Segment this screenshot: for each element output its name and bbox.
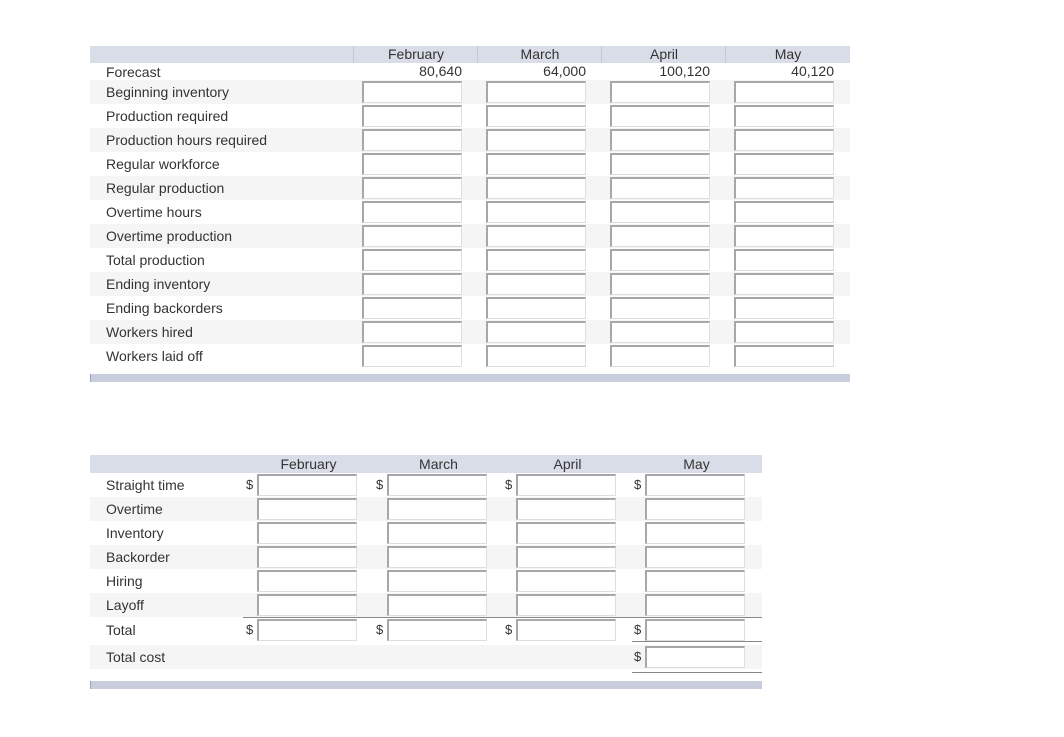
row-label: Workers hired: [106, 324, 193, 340]
input-may[interactable]: [734, 249, 834, 271]
forecast-label: Forecast: [106, 64, 161, 80]
input-may[interactable]: [734, 297, 834, 319]
forecast-march: 64,000: [543, 63, 586, 79]
input-may[interactable]: [734, 153, 834, 175]
input-february[interactable]: [257, 522, 357, 544]
input-march[interactable]: [387, 546, 487, 568]
input-february[interactable]: [362, 201, 462, 223]
input-april[interactable]: [610, 225, 710, 247]
production-plan-table: [90, 46, 850, 382]
total-cost-bottom-line: [632, 672, 762, 673]
input-march[interactable]: [486, 225, 586, 247]
table-row: [90, 248, 850, 272]
table-row-total-cost: [90, 645, 762, 669]
input-april[interactable]: [610, 129, 710, 151]
column-header-february: February: [280, 456, 337, 472]
forecast-february: 80,640: [419, 63, 462, 79]
column-header-march: March: [419, 456, 458, 472]
table-row: [90, 152, 850, 176]
input-march[interactable]: [387, 474, 487, 496]
cost-table: [90, 455, 762, 689]
table-row-inventory: [90, 521, 762, 545]
input-may[interactable]: [645, 546, 745, 568]
input-april[interactable]: [516, 570, 616, 592]
input-april[interactable]: [610, 177, 710, 199]
input-may[interactable]: [734, 177, 834, 199]
input-march[interactable]: [486, 297, 586, 319]
currency-symbol: $: [505, 477, 513, 492]
input-february[interactable]: [257, 619, 357, 641]
input-february[interactable]: [257, 546, 357, 568]
input-april[interactable]: [610, 153, 710, 175]
input-march[interactable]: [387, 522, 487, 544]
input-february[interactable]: [362, 177, 462, 199]
input-february[interactable]: [362, 129, 462, 151]
row-label: Workers laid off: [106, 348, 203, 364]
input-april[interactable]: [610, 345, 710, 367]
input-february[interactable]: [257, 474, 357, 496]
input-march[interactable]: [486, 321, 586, 343]
input-march[interactable]: [387, 498, 487, 520]
input-april[interactable]: [610, 249, 710, 271]
table-header-left: [90, 455, 243, 473]
table-row: [90, 320, 850, 344]
input-april[interactable]: [610, 273, 710, 295]
input-february[interactable]: [362, 153, 462, 175]
row-label: Straight time: [106, 477, 185, 493]
input-may[interactable]: [645, 498, 745, 520]
input-march[interactable]: [486, 345, 586, 367]
currency-symbol: $: [376, 622, 384, 637]
table-row: [90, 176, 850, 200]
input-march[interactable]: [486, 177, 586, 199]
input-may[interactable]: [645, 619, 745, 641]
input-march[interactable]: [486, 105, 586, 127]
table-row: [90, 296, 850, 320]
table-row-hiring: [90, 569, 762, 593]
input-april[interactable]: [516, 498, 616, 520]
column-header-may: May: [774, 46, 802, 62]
input-may[interactable]: [645, 646, 745, 668]
currency-symbol: $: [634, 649, 642, 664]
row-label: Regular workforce: [106, 156, 220, 172]
currency-symbol: $: [634, 622, 642, 637]
input-march[interactable]: [486, 201, 586, 223]
input-march[interactable]: [486, 273, 586, 295]
currency-symbol: $: [376, 477, 384, 492]
table-row: [90, 224, 850, 248]
row-label: Hiring: [106, 573, 143, 589]
input-march[interactable]: [387, 594, 487, 616]
row-label: Overtime: [106, 501, 163, 517]
input-may[interactable]: [734, 81, 834, 103]
input-may[interactable]: [645, 570, 745, 592]
column-header-march: March: [520, 46, 560, 62]
input-march[interactable]: [387, 570, 487, 592]
currency-symbol: $: [505, 622, 513, 637]
row-label: Total production: [106, 252, 205, 268]
row-label: Total cost: [106, 649, 166, 665]
input-february[interactable]: [362, 297, 462, 319]
column-header-april: April: [553, 456, 582, 472]
row-label: Layoff: [106, 597, 144, 613]
input-april[interactable]: [610, 81, 710, 103]
input-april[interactable]: [516, 619, 616, 641]
input-february[interactable]: [257, 570, 357, 592]
table-row-layoff: [90, 593, 762, 617]
input-april[interactable]: [610, 105, 710, 127]
row-label: Beginning inventory: [106, 84, 229, 100]
input-may[interactable]: [645, 594, 745, 616]
input-may[interactable]: [734, 129, 834, 151]
input-april[interactable]: [610, 201, 710, 223]
input-march[interactable]: [486, 81, 586, 103]
input-may[interactable]: [734, 105, 834, 127]
input-april[interactable]: [610, 321, 710, 343]
input-march[interactable]: [486, 249, 586, 271]
currency-symbol: $: [246, 622, 254, 637]
input-march[interactable]: [486, 129, 586, 151]
table-row: [90, 200, 850, 224]
column-header-february: February: [387, 46, 445, 62]
table-row-backorder: [90, 545, 762, 569]
input-february[interactable]: [362, 225, 462, 247]
input-may[interactable]: [645, 474, 745, 496]
input-may[interactable]: [734, 201, 834, 223]
table-row: [90, 128, 850, 152]
currency-symbol: $: [634, 477, 642, 492]
input-may[interactable]: [734, 225, 834, 247]
row-label: Overtime production: [106, 228, 233, 244]
input-february[interactable]: [257, 498, 357, 520]
input-may[interactable]: [734, 273, 834, 295]
input-may[interactable]: [734, 345, 834, 367]
table-row: [90, 272, 850, 296]
input-march[interactable]: [387, 619, 487, 641]
input-may[interactable]: [645, 522, 745, 544]
input-april[interactable]: [516, 546, 616, 568]
row-label: Overtime hours: [106, 204, 202, 220]
row-label: Production required: [106, 108, 229, 124]
total-cost-top-line: [632, 641, 762, 642]
table-row-straight-time: [90, 473, 762, 497]
row-label: Total: [106, 622, 136, 638]
input-february[interactable]: [257, 594, 357, 616]
table-footer-bar: [90, 681, 762, 689]
table-row-total: [90, 618, 762, 642]
table-row: [90, 80, 850, 104]
row-label: Regular production: [106, 180, 225, 196]
row-label: Inventory: [106, 525, 164, 541]
input-february[interactable]: [362, 273, 462, 295]
row-label: Ending inventory: [106, 276, 211, 292]
table-row: [90, 104, 850, 128]
input-may[interactable]: [734, 321, 834, 343]
input-march[interactable]: [486, 153, 586, 175]
table-row-overtime: [90, 497, 762, 521]
column-header-april: April: [649, 46, 678, 62]
column-header-may: May: [683, 456, 710, 472]
table-footer-bar: [90, 374, 850, 382]
input-february[interactable]: [362, 105, 462, 127]
input-february[interactable]: [362, 321, 462, 343]
forecast-april: 100,120: [659, 63, 710, 79]
row-label: Ending backorders: [106, 300, 223, 316]
input-february[interactable]: [362, 249, 462, 271]
input-february[interactable]: [362, 81, 462, 103]
total-separator-line: [243, 617, 762, 618]
row-label: Production hours required: [106, 132, 268, 148]
input-april[interactable]: [610, 297, 710, 319]
input-february[interactable]: [362, 345, 462, 367]
forecast-may: 40,120: [791, 63, 834, 79]
input-april[interactable]: [516, 594, 616, 616]
table-row: [90, 344, 850, 368]
row-label: Backorder: [106, 549, 170, 565]
input-april[interactable]: [516, 522, 616, 544]
currency-symbol: $: [246, 477, 254, 492]
input-april[interactable]: [516, 474, 616, 496]
